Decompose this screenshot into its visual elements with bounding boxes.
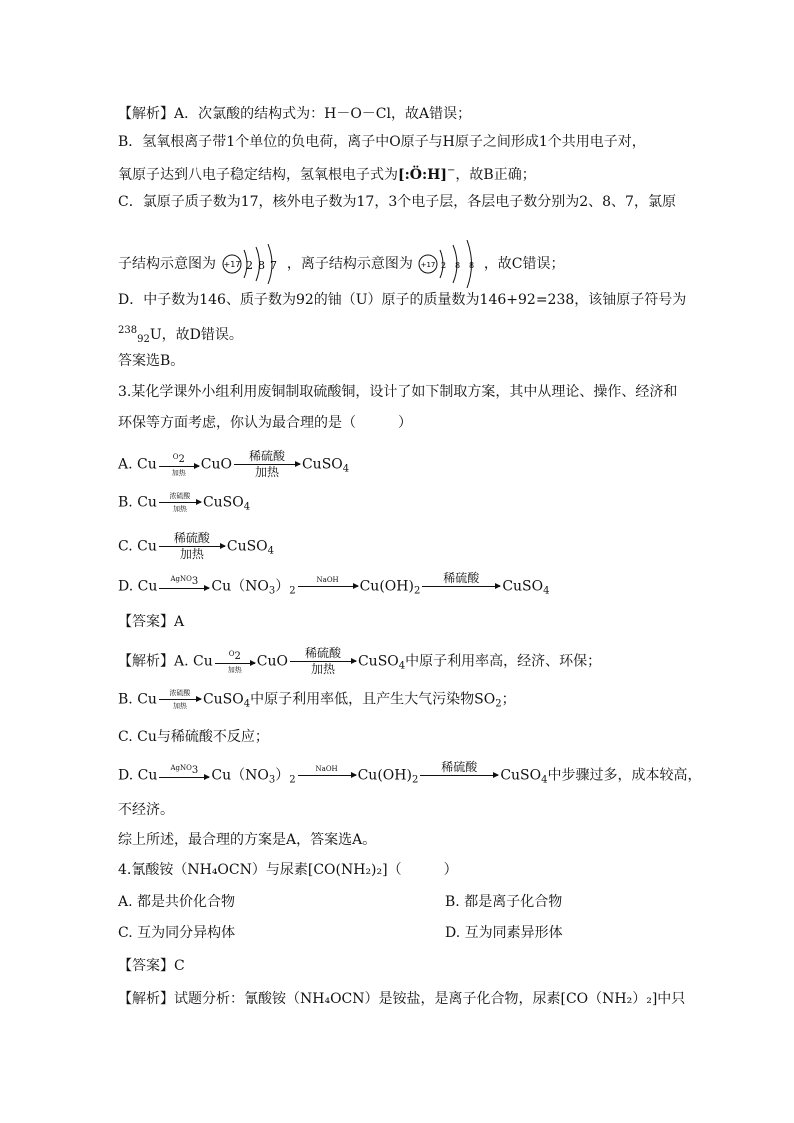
label: D. [118,767,134,784]
arrow-top: O2 [172,452,185,465]
arrow-naoh [298,575,358,598]
label: 【解析】A. [118,653,189,670]
cuso4: CuSO [301,456,343,473]
sub4: 4 [243,698,251,710]
q4-option-a: A. 都是共价化合物 [118,894,236,910]
cu: Cu [137,767,158,784]
sub4: 4 [398,660,406,672]
q4-answer: 【答案】C [118,958,185,974]
cuo: CuO [256,653,288,670]
q4-option-b: B. 都是离子化合物 [445,894,563,910]
text: 子结构示意图为 [118,256,216,272]
arrow-top: 浓硫酸 [169,492,191,500]
sub2: 2 [413,585,421,597]
label: B. [118,691,133,708]
q3-option-a [118,450,349,481]
text: 中步骤过多，成本较高， [547,767,702,784]
label: B. [118,494,133,511]
sub4: 4 [243,501,251,513]
text: ，故C错误； [483,256,565,272]
cu-oh-2: Cu(OH) [357,767,412,784]
arrow-top: NaOH [316,576,339,584]
arrow-o2-heat: O2 加热 [215,649,255,675]
cu: Cu [137,691,157,708]
cuso4: CuSO [502,578,544,595]
shell-count-3: 7 [270,259,278,272]
shell-count-2: 8 [455,261,461,270]
cuso4: CuSO [357,653,399,670]
sub2: 2 [411,774,419,786]
cuso4: CuSO [226,538,268,555]
sub2: 2 [289,585,296,597]
arrow-bottom: 加热 [254,465,279,479]
sub4: 4 [267,545,275,557]
cuso4: CuSO [202,691,244,708]
answer-b: 答案选B。 [118,353,185,369]
arrow-dilute: 稀硫酸 [420,761,498,790]
sub2: 2 [289,774,296,786]
arrow-agno3 [159,574,209,600]
mass-number: 238 [118,325,138,336]
arrow-dilute [422,572,500,601]
arrow-bottom: 加热 [179,547,204,561]
arrow-top: 稀硫酸 [443,571,480,585]
paren: ） [275,767,290,784]
text: 中原子利用率低，且产生大气污染物SO [250,691,496,708]
arrow-dilute-heat: 稀硫酸 加热 [290,647,356,676]
arrow-conc-heat: 浓硫酸 加热 [159,688,201,711]
text: ，故B正确； [455,167,536,183]
q3-stem-2: 环保等方面考虑，你认为最合理的是（ ） [118,415,412,431]
q3-option-d [118,572,549,603]
cuso4: CuSO [500,767,542,784]
sub3: 3 [268,774,276,786]
q4-option-c: C. 互为同分异构体 [118,925,236,941]
sub2: 2 [495,698,502,710]
sub4: 4 [342,463,350,475]
text: 中原子利用率高，经济、环保； [405,653,602,670]
cu: Cu [137,494,157,511]
cu: Cu [137,456,157,473]
q3-stem-1: 3.某化学课外小组利用废铜制取硫酸铜，设计了如下制取方案，其中从理论、操作、经济和 [118,384,678,400]
text: ； [501,691,516,708]
q3-explain-c: C. Cu与稀硫酸不反应； [118,729,269,745]
cu: Cu [211,767,232,784]
no3: （NO [231,767,269,784]
cu: Cu [193,653,213,670]
arrow-dilute-heat [159,532,225,561]
analysis-line-4: C．氯原子质子数为17，核外电子数为17，3个电子层，各层电子数分别为2、8、7，氯原 [118,194,676,210]
q3-explain-d-2: 不经济。 [118,802,174,818]
atomic-number: 92 [137,334,150,345]
q4-explain: 【解析】试题分析：氰酸铵（NH₄OCN）是铵盐，是离子化合物，尿素[CO（NH₂）₂]中只 [118,991,686,1007]
nucleus-label: +17 [420,261,436,269]
shell-count-1: 2 [441,261,447,270]
q3-option-b [118,491,250,519]
chloride-ion-diagram [417,240,479,288]
analysis-line-2: B．氢氧根离子带1个单位的负电荷，离子中O原子与H原子之间形成1个共用电子对， [118,134,646,150]
cu: Cu [211,578,232,595]
arrow-agno3: AgNO3 [159,763,209,789]
analysis-line-7 [118,320,243,351]
paren: ） [275,578,290,595]
chlorine-atom-diagram [220,244,282,284]
label: A. [118,456,133,473]
arrow-naoh: NaOH [298,764,356,787]
q4-stem: 4.氰酸铵（NH₄OCN）与尿素[CO(NH₂)₂]（ ） [118,862,458,878]
analysis-line-5 [118,240,565,288]
no3: （NO [231,578,269,595]
arrow-conc-heat [159,491,201,514]
q3-explain-b [118,688,516,716]
q3-explain-d [118,761,701,792]
arrow-bottom: 加热 [171,468,186,477]
analysis-line-6: D．中子数为146、质子数为92的铀（U）原子的质量数为146+92=238，该铀原子符号为 [118,292,687,308]
charge-sup: − [447,165,456,176]
q3-answer: 【答案】A [118,614,185,630]
cuo: CuO [200,456,232,473]
cu-oh-2: Cu(OH) [359,578,414,595]
label: D. [118,578,134,595]
text: 氧原子达到八电子稳定结构，氢氧根电子式为 [118,167,398,183]
q3-summary: 综上所述，最合理的方案是A，答案选A。 [118,832,377,848]
analysis-line-3 [118,160,536,186]
arrow-top: 稀硫酸 [248,449,285,463]
arrow-bottom: 加热 [172,505,187,513]
cu: Cu [137,578,158,595]
nucleus-label: +17 [224,260,241,269]
sub3: 3 [268,585,276,597]
label: C. [118,538,133,555]
arrow-top: AgNO3 [170,574,199,587]
cuso4: CuSO [202,494,244,511]
text: ，离子结构示意图为 [286,256,413,272]
shell-count-2: 8 [258,259,266,272]
arrow-o2-heat [159,452,199,478]
text: U，故D错误。 [149,327,243,343]
cu: Cu [137,538,157,555]
shell-count-3: 8 [469,261,475,270]
q4-option-d: D. 互为同素异形体 [445,925,563,941]
arrow-top: 稀硫酸 [173,531,210,545]
arrow-dilute-heat [234,450,300,479]
q3-option-c [118,532,274,563]
shell-count-1: 2 [246,259,254,272]
hydroxide-electron-formula: [:Ö:H] [398,167,448,183]
q3-explain-a [118,647,601,678]
analysis-line-1: 【解析】A．次氯酸的结构式为：H－O－Cl，故A错误； [118,106,472,122]
sub4: 4 [541,774,548,786]
sub4: 4 [543,585,550,597]
